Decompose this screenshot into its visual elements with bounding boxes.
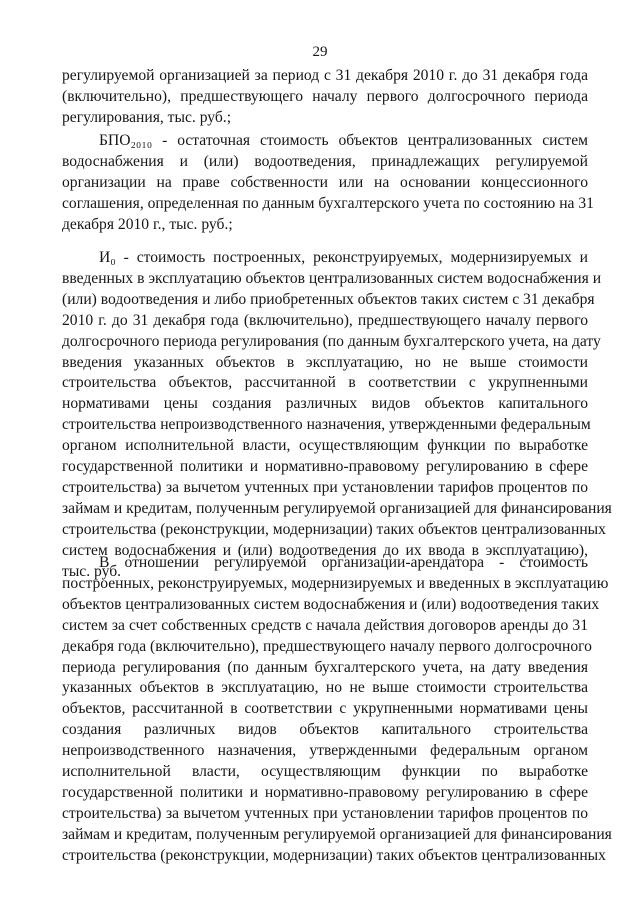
paragraph-i0-definition — [62, 248, 612, 583]
text-line: введенных в эксплуатацию объектов централизованных систем водоснабжения и — [62, 269, 602, 287]
text-line: (включительно), предшествующего началу первого долгосрочного периода — [62, 87, 588, 105]
paragraph-bpo-definition — [62, 131, 594, 236]
text-line: соглашения, определенная по данным бухгалтерского учета по состоянию на 31 — [62, 194, 594, 212]
text-line: займам и кредитам, полученным регулируемой организацией для финансирования — [62, 499, 612, 517]
text-line: строительства непроизводственного назначения, утвержденными федеральным — [62, 416, 591, 434]
text-line: тыс. руб. — [62, 562, 122, 580]
text-line: 2010 г. до 31 декабря года (включительно), предшествующего началу первого — [62, 311, 588, 329]
paragraph-lessee-clause — [62, 553, 612, 867]
text-line: регулируемой организацией за период с 31 декабря 2010 г. до 31 декабря года — [62, 67, 588, 84]
text-line: В отношении регулируемой организации-арендатора - стоимость — [99, 554, 588, 571]
text-line: долгосрочного периода регулирования (по данным бухгалтерского учета, на дату — [62, 332, 601, 350]
text-line: введения указанных объектов в эксплуатацию, но не выше стоимости — [62, 353, 588, 371]
text-line: государственной политики и нормативно-правовому регулированию в сфере — [62, 783, 588, 801]
text-line: (или) водоотведения и либо приобретенных объектов таких систем с 31 декабря — [62, 290, 595, 308]
text-line: исполнительной власти, осуществляющим функции по выработке — [62, 763, 588, 781]
text-line: указанных объектов в эксплуатацию, но не выше стоимости строительства — [62, 679, 588, 697]
text-line: объектов, рассчитанной в соответствии с укрупненными нормативами цены — [62, 700, 588, 718]
text-line: организации на праве собственности или на основании концессионного — [62, 173, 588, 191]
text-line: займам и кредитам, полученным регулируемой организацией для финансирования — [62, 825, 612, 843]
text-line: нормативами цены создания различных видов объектов капитального — [62, 395, 588, 413]
text-line: строительства (реконструкции, модернизации) таких объектов централизованных — [62, 846, 606, 864]
text-line: строительства (реконструкции, модернизации) таких объектов централизованных — [62, 520, 606, 538]
text-line: построенных, реконструируемых, модернизируемых и введенных в эксплуатацию — [62, 574, 609, 592]
text-line: строительства) за вычетом учтенных при установлении тарифов процентов по — [62, 804, 588, 822]
text-line: периода регулирования (по данным бухгалтерского учета, на дату введения — [62, 658, 588, 676]
paragraph-continuation — [62, 66, 588, 129]
text-line: БПО₂₀₁₀ - остаточная стоимость объектов централизованных систем — [99, 132, 588, 149]
text-line: водоснабжения и (или) водоотведения, принадлежащих регулируемой — [62, 152, 588, 170]
text-line: государственной политики и нормативно-правовому регулированию в сфере — [62, 458, 588, 476]
page-number: 29 — [312, 44, 328, 60]
text-line: И₀ - стоимость построенных, реконструируемых, модернизируемых и — [99, 249, 588, 266]
text-line: непроизводственного назначения, утвержденными федеральным органом — [62, 742, 588, 760]
text-line: создания различных видов объектов капитального строительства — [62, 721, 588, 739]
text-line: строительства объектов, рассчитанной в соответствии с укрупненными — [62, 374, 588, 392]
text-line: строительства) за вычетом учтенных при установлении тарифов процентов по — [62, 478, 588, 496]
text-line: систем за счет собственных средств с начала действия договоров аренды до 31 — [62, 616, 588, 634]
text-line: регулирования, тыс. руб.; — [62, 108, 232, 126]
text-line: декабря года (включительно), предшествующего началу первого долгосрочного — [62, 637, 592, 655]
text-line: органом исполнительной власти, осуществляющим функции по выработке — [62, 437, 588, 455]
text-line: объектов централизованных систем водоснабжения и (или) водоотведения таких — [62, 595, 600, 613]
text-line: систем водоснабжения и (или) водоотведения до их ввода в эксплуатацию), — [62, 541, 588, 559]
text-line: декабря 2010 г., тыс. руб.; — [62, 215, 233, 233]
